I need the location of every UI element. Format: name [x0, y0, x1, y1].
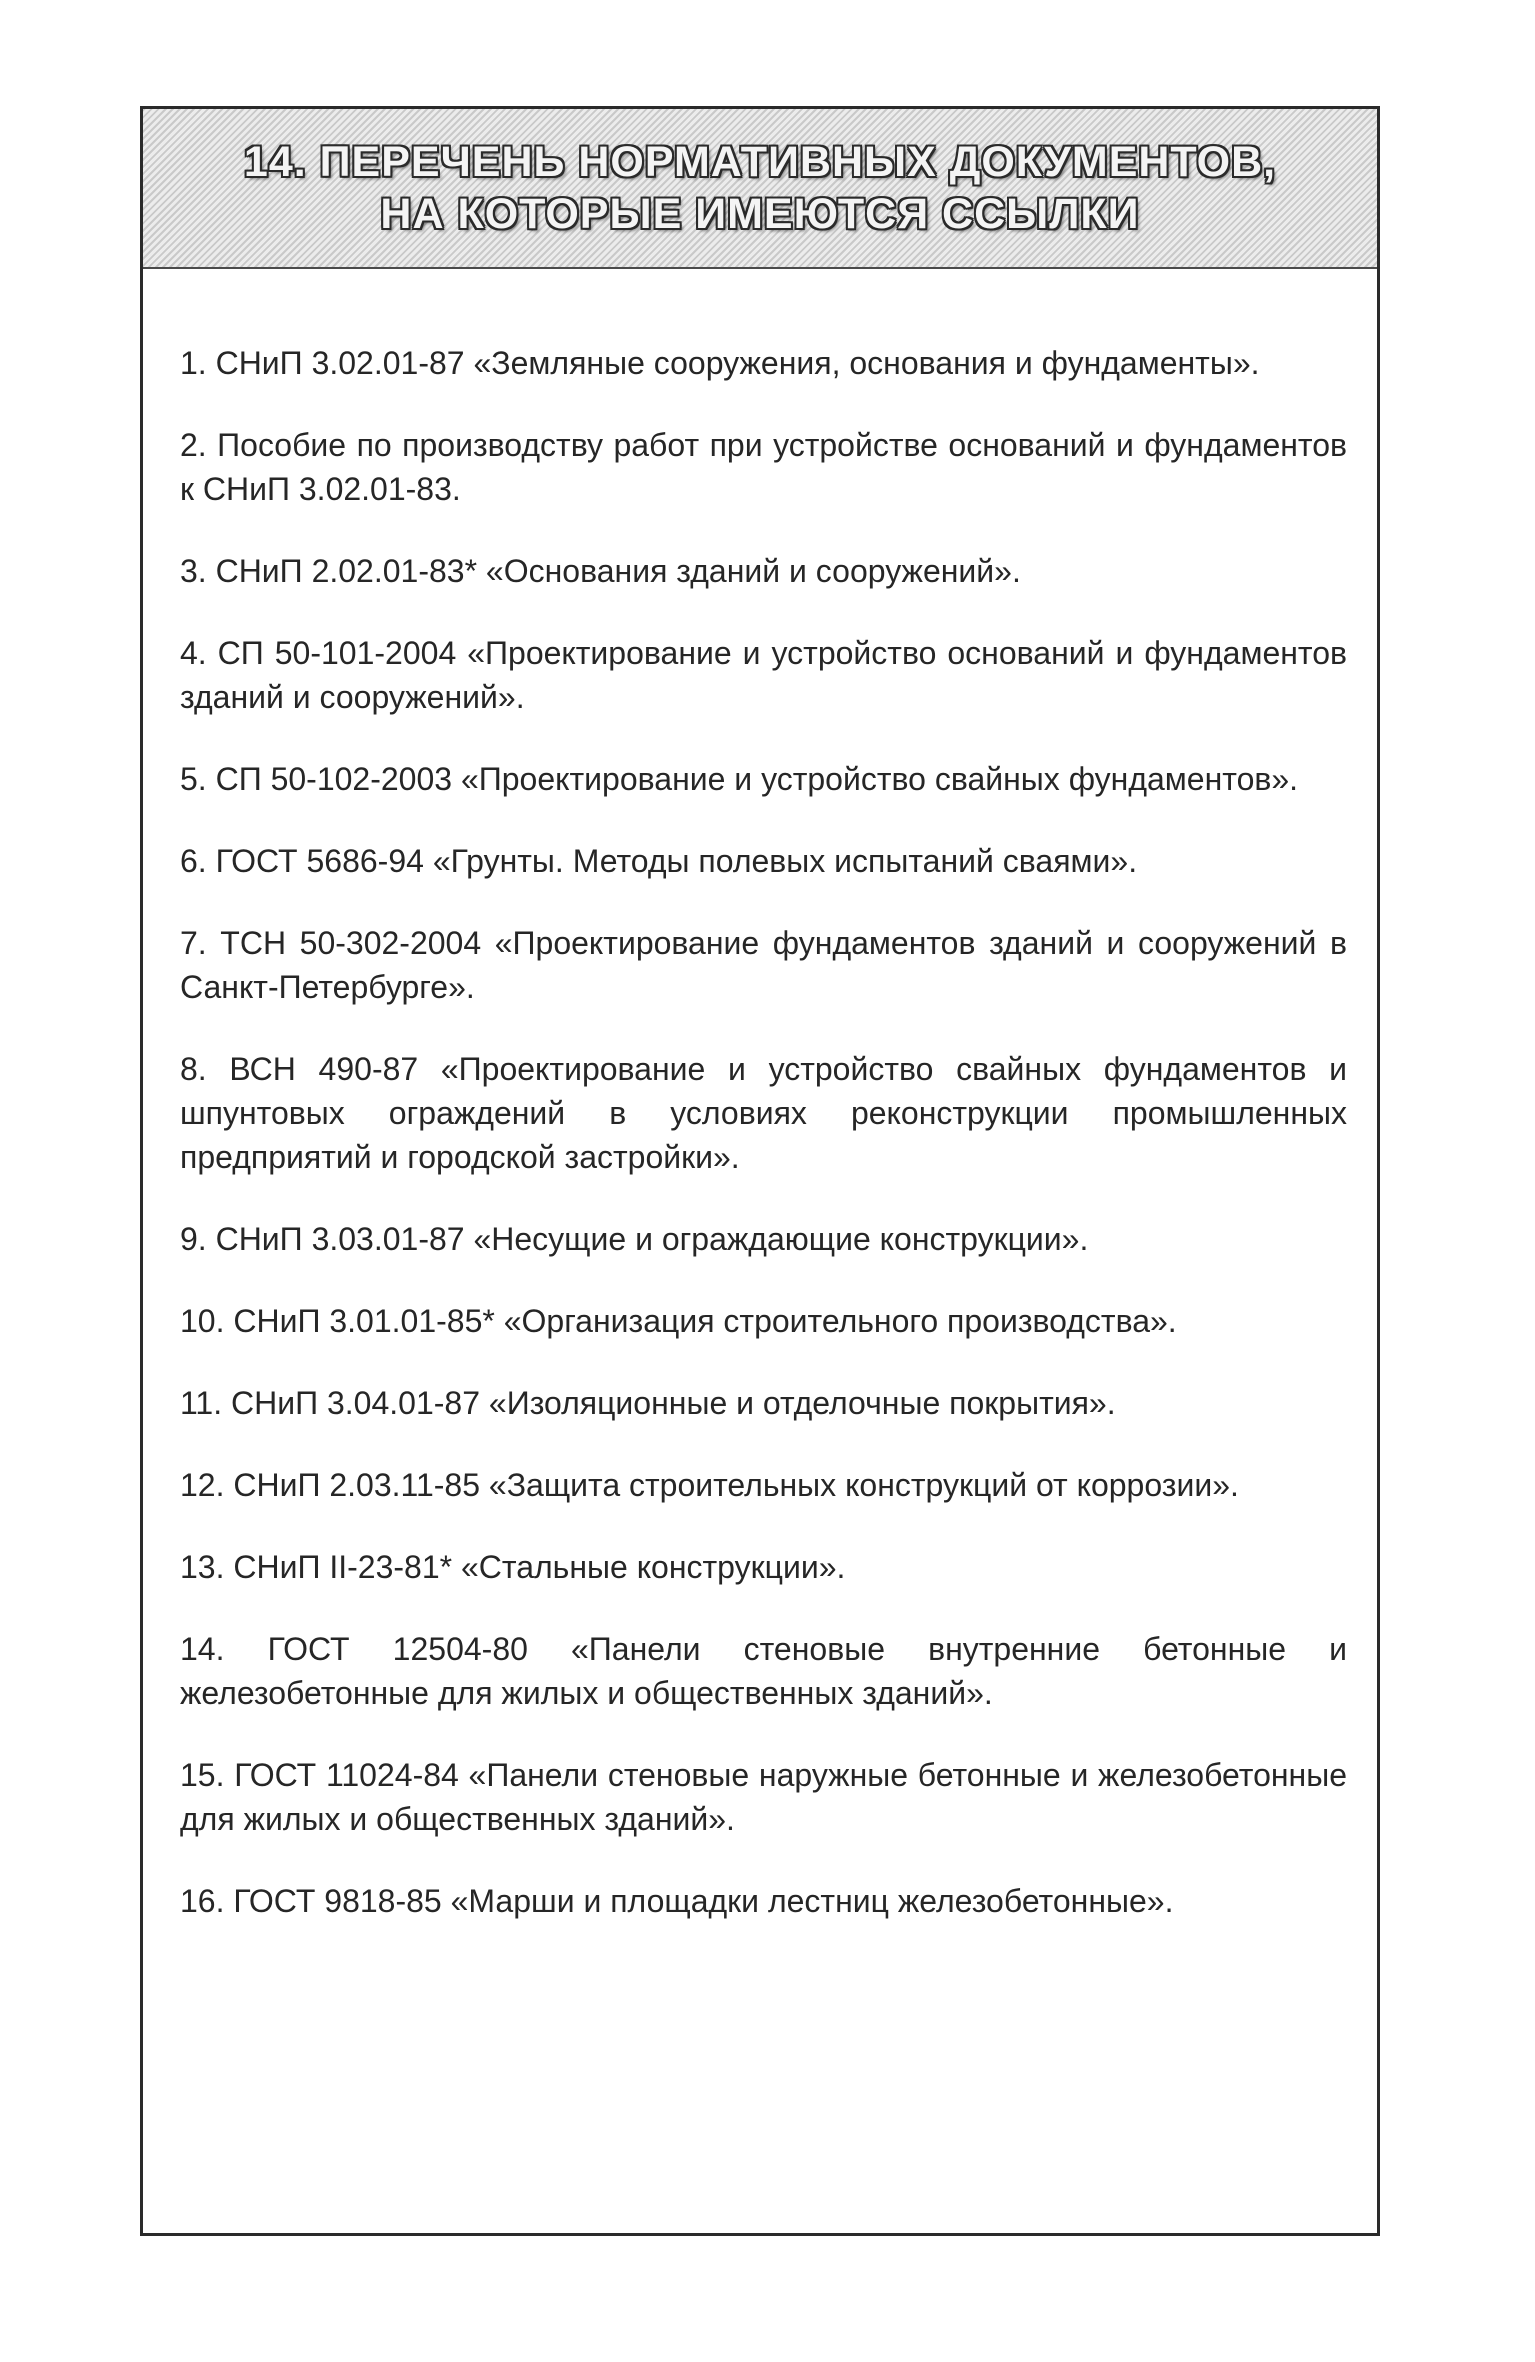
reference-item-5: 5. СП 50-102-2003 «Проектирование и устройство свайных фундаментов».	[180, 761, 1299, 797]
reference-item-3: 3. СНиП 2.02.01-83* «Основания зданий и сооружений».	[180, 553, 1021, 589]
reference-item-4: 4. СП 50-101-2004 «Проектирование и устройство оснований и фундаментов зданий и сооружений».	[180, 635, 1347, 715]
reference-item-8: 8. ВСН 490-87 «Проектирование и устройство свайных фундаментов и шпунтовых ограждений в условиях реконструкции промышленных предприятий и городской застройки».	[180, 1051, 1347, 1175]
reference-item-16: 16. ГОСТ 9818-85 «Марши и площадки лестниц железобетонные».	[180, 1883, 1174, 1919]
reference-item-13: 13. СНиП II-23-81* «Стальные конструкции».	[180, 1549, 846, 1585]
reference-item-7: 7. ТСН 50-302-2004 «Проектирование фундаментов зданий и сооружений в Санкт-Петербурге».	[180, 925, 1347, 1005]
reference-item-6: 6. ГОСТ 5686-94 «Грунты. Методы полевых испытаний сваями».	[180, 843, 1138, 879]
reference-item-15: 15. ГОСТ 11024-84 «Панели стеновые наружные бетонные и железобетонные для жилых и общественных зданий».	[180, 1757, 1347, 1837]
reference-item-1: 1. СНиП 3.02.01-87 «Земляные сооружения, основания и фундаменты».	[180, 345, 1260, 381]
page-frame	[140, 106, 1380, 2236]
reference-item-14: 14. ГОСТ 12504-80 «Панели стеновые внутренние бетонные и железобетонные для жилых и общественных зданий».	[180, 1631, 1347, 1711]
reference-item-12: 12. СНиП 2.03.11-85 «Защита строительных конструкций от коррозии».	[180, 1467, 1239, 1503]
reference-item-10: 10. СНиП 3.01.01-85* «Организация строительного производства».	[180, 1303, 1177, 1339]
reference-item-11: 11. СНиП 3.04.01-87 «Изоляционные и отделочные покрытия».	[180, 1385, 1116, 1421]
section-title-line-1: 14. ПЕРЕЧЕНЬ НОРМАТИВНЫХ ДОКУМЕНТОВ,	[243, 138, 1277, 186]
section-header	[143, 109, 1377, 269]
reference-item-2: 2. Пособие по производству работ при устройстве оснований и фундаментов к СНиП 3.02.01-83.	[180, 427, 1347, 507]
reference-list	[180, 341, 1347, 1961]
section-title-line-2: НА КОТОРЫЕ ИМЕЮТСЯ ССЫЛКИ	[380, 190, 1140, 238]
reference-item-9: 9. СНиП 3.03.01-87 «Несущие и ограждающие конструкции».	[180, 1221, 1089, 1257]
